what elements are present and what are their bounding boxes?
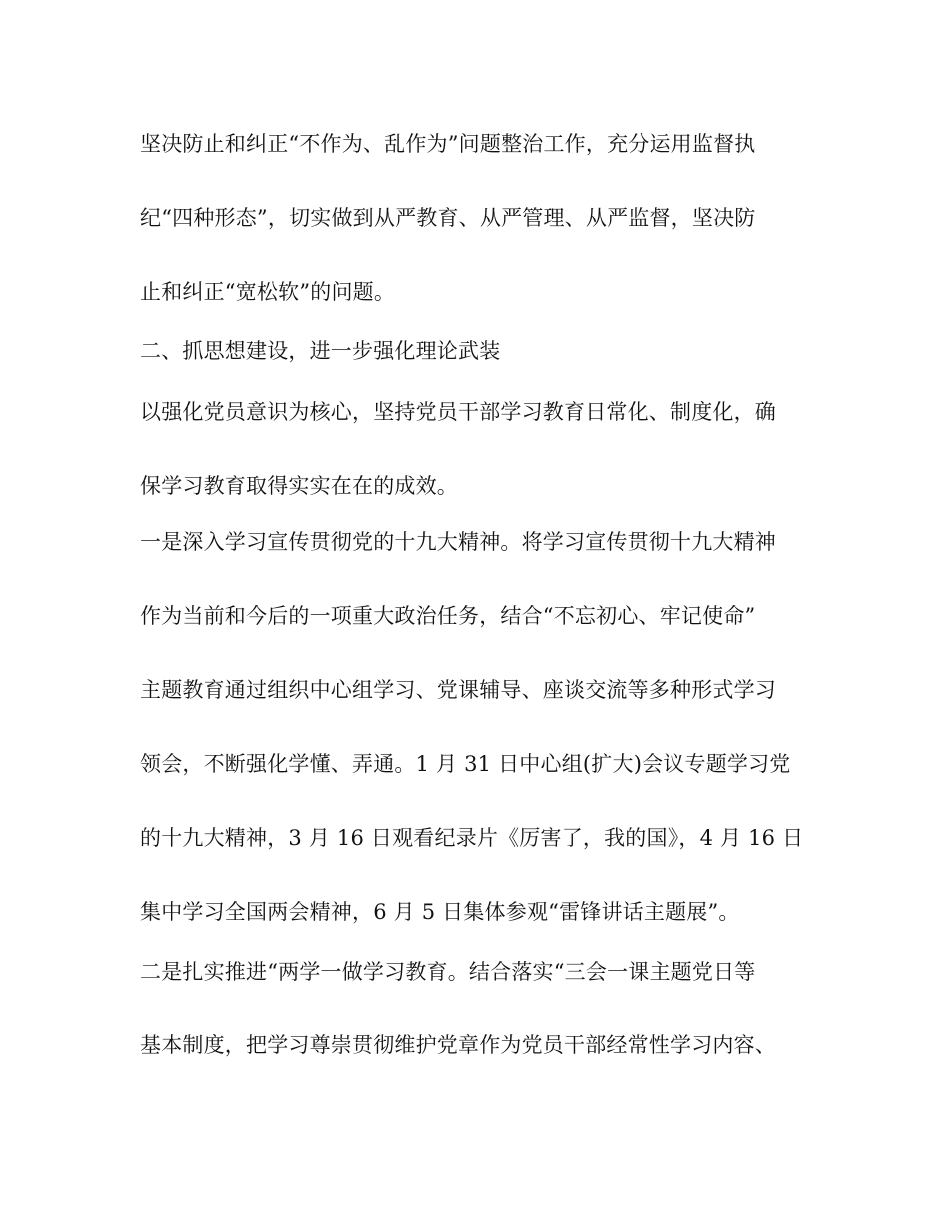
paragraph-line: 主题教育通过组织中心组学习、党课辅导、座谈交流等多种形式学习: [140, 678, 776, 702]
paragraph-line: 以强化党员意识为核心，坚持党员干部学习教育日常化、制度化，确: [140, 400, 776, 424]
paragraph-line: 基本制度，把学习尊崇贯彻维护党章作为党员干部经常性学习内容、: [140, 1033, 776, 1057]
paragraph-line: 纪“四种形态”，切实做到从严教育、从严管理、从严监督，坚决防: [140, 206, 756, 230]
paragraph-line: 坚决防止和纠正“不作为、乱作为”问题整治工作，充分运用监督执: [140, 132, 756, 156]
paragraph-line: 保学习教育取得实实在在的成效。: [140, 474, 458, 498]
paragraph-line: 集中学习全国两会精神，6 月 5 日集体参观“雷锋讲话主题展”。: [140, 900, 740, 924]
section-heading: 二、抓思想建设，进一步强化理论武装: [140, 339, 501, 363]
paragraph-line: 的十九大精神，3 月 16 日观看纪录片《厉害了，我的国》，4 月 16 日: [140, 826, 804, 850]
paragraph-line: 一是深入学习宣传贯彻党的十九大精神。将学习宣传贯彻十九大精神: [140, 530, 776, 554]
paragraph-line: 二是扎实推进“两学一做学习教育。结合落实“三会一课主题党日等: [140, 960, 756, 984]
paragraph-line: 领会，不断强化学懂、弄通。1 月 31 日中心组(扩大)会议专题学习党: [140, 752, 791, 776]
paragraph-line: 作为当前和今后的一项重大政治任务，结合“不忘初心、牢记使命”: [140, 604, 756, 628]
paragraph-line: 止和纠正“宽松软”的问题。: [140, 280, 396, 304]
